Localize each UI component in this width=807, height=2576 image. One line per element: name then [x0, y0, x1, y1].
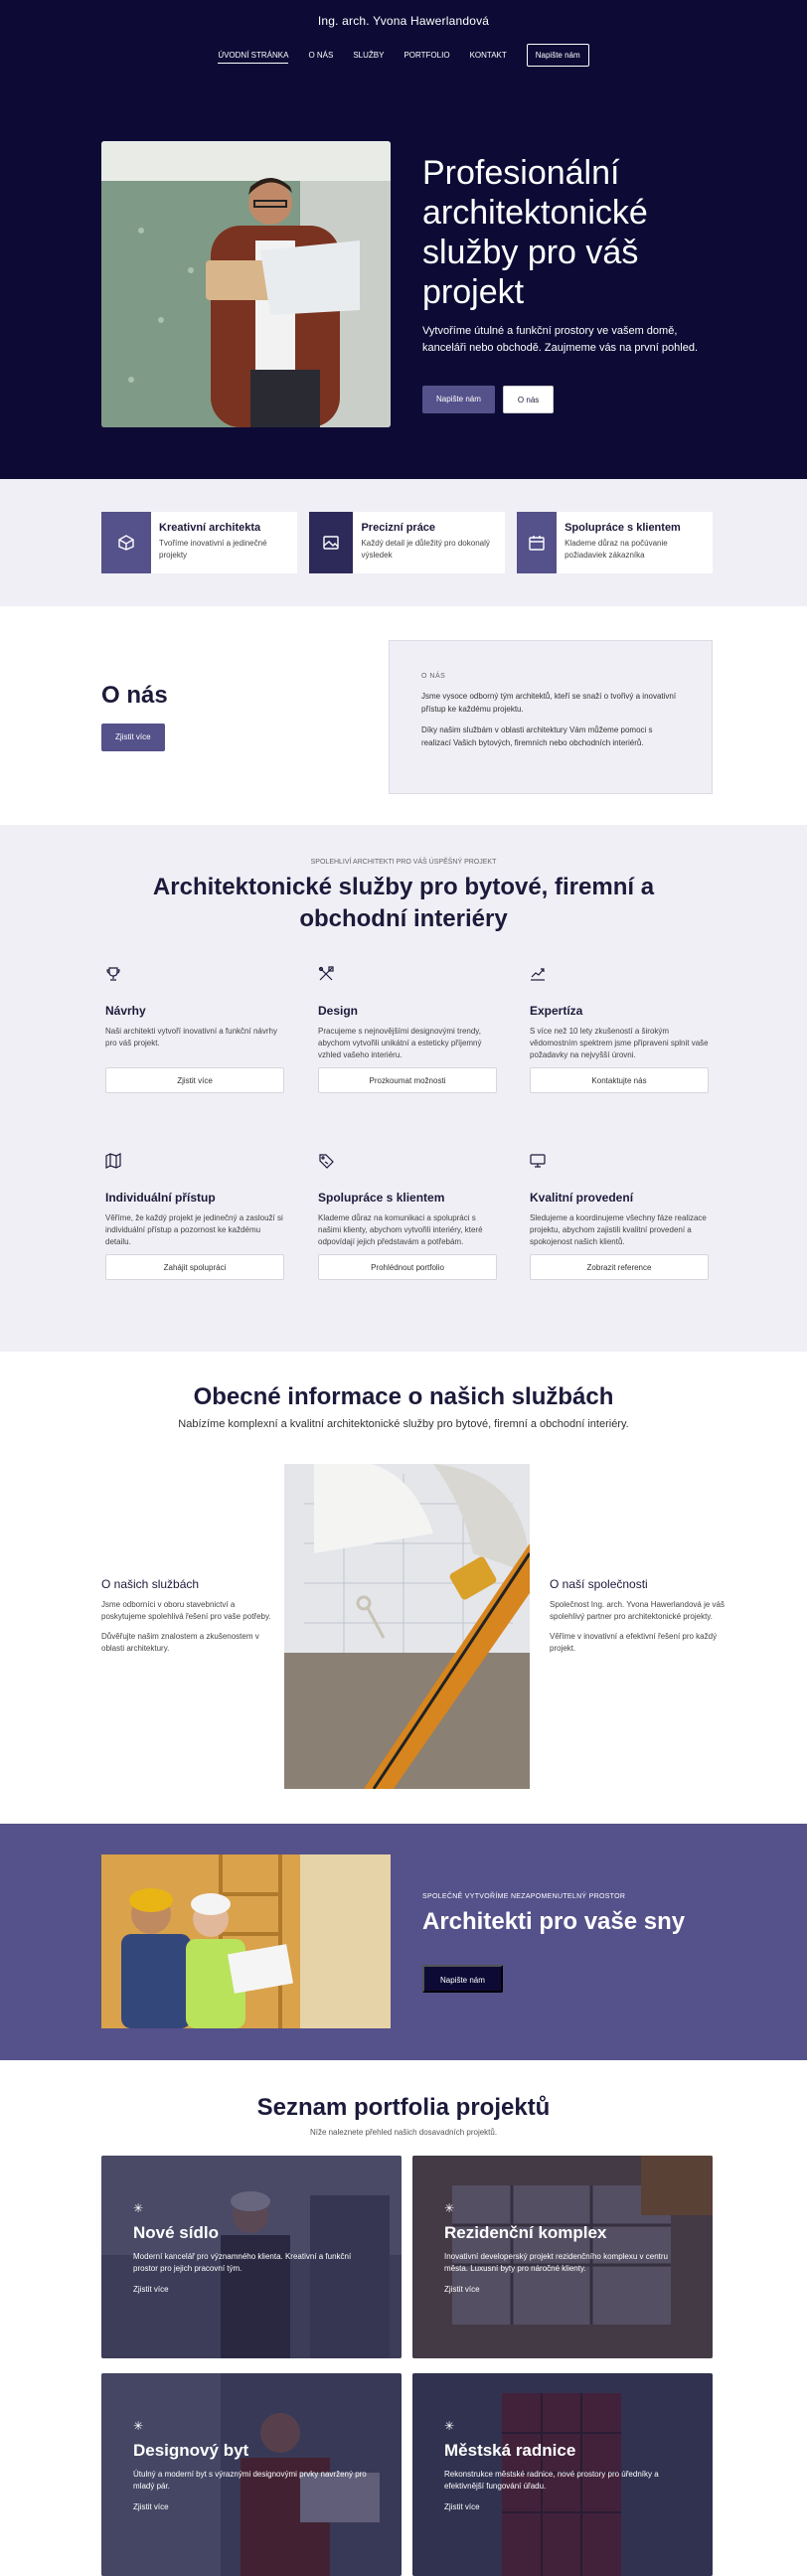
service-title: Návrhy — [105, 1004, 146, 1018]
feature-card — [517, 512, 713, 573]
feature-desc: Každý detail je důležitý pro dokonalý výsledek — [361, 539, 490, 560]
cta-kicker: SPOLEČNĚ VYTVOŘÍME NEZAPOMENUTELNÝ PROSTOR — [422, 1893, 626, 1900]
service-button[interactable]: Prozkoumat možnosti — [318, 1067, 497, 1093]
info-left-column — [101, 1577, 280, 1663]
portfolio-card-link[interactable]: Zjistit více — [133, 2285, 169, 2294]
hero-contact-button[interactable]: Napište nám — [422, 386, 495, 413]
cta-section — [0, 1824, 807, 2060]
portfolio-card-link[interactable]: Zjistit více — [444, 2285, 480, 2294]
portfolio-card-link[interactable]: Zjistit více — [444, 2502, 480, 2511]
nav-home[interactable]: ÚVODNÍ STRÁNKA — [218, 48, 288, 64]
portfolio-title: Seznam portfolia projektů — [256, 2094, 551, 2121]
portfolio-card-title: Městská radnice — [444, 2441, 576, 2460]
features-section — [0, 479, 807, 606]
service-desc: Pracujeme s nejnovějšími designovými trendy, abychom vytvořili unikátní a esteticky příjemný vzhled vašeho interiéru. — [318, 1027, 482, 1059]
about-box — [389, 640, 713, 794]
portfolio-section — [0, 2060, 807, 2544]
feature-card — [309, 512, 505, 573]
service-button[interactable]: Kontaktujte nás — [530, 1067, 709, 1093]
hero-subtitle: Vytvoříme útulné a funkční prostory ve vašem domě, kanceláři nebo obchodě. Zaujmeme vás na první pohled. — [422, 325, 699, 354]
sparkle-icon: ✳ — [444, 2419, 455, 2433]
info-paragraph: Společnost Ing. arch. Yvona Hawerlandová je váš spolehlivý partner pro architektonické projekty. — [550, 1600, 725, 1621]
service-item — [105, 966, 286, 1093]
trophy-icon — [105, 966, 286, 984]
info-subtitle: Nabízíme komplexní a kvalitní architektonické služby pro bytové, firemní a obchodní interiéry. — [178, 1418, 629, 1430]
portfolio-card-desc: Útulný a moderní byt s výraznými designovými prvky navržený pro mladý pár. — [133, 2470, 367, 2491]
info-left-heading: O našich službách — [101, 1577, 200, 1591]
main-nav — [0, 44, 807, 67]
services-kicker: SPOLEHLIVÍ ARCHITEKTI PRO VÁŠ ÚSPĚŠNÝ PROJEKT — [310, 859, 497, 866]
info-paragraph: Věříme v inovativní a efektivní řešení pro každý projekt. — [550, 1632, 718, 1653]
hero-buttons — [422, 386, 554, 413]
header-contact-button[interactable]: Napište nám — [527, 44, 589, 67]
cta-contact-button[interactable]: Napište nám — [422, 1965, 503, 1993]
brand-name[interactable]: Ing. arch. Yvona Hawerlandová — [317, 14, 490, 28]
service-desc: Klademe důraz na komunikaci a spolupráci s našimi klienty, abychom vytvořili interiéry, které odpovídají jejich představám a potřebám. — [318, 1213, 483, 1246]
calendar-icon — [517, 512, 557, 573]
portfolio-card-desc: Rekonstrukce městské radnice, nové prostory pro úředníky a efektivnější fungování úřadu. — [444, 2470, 659, 2491]
service-title: Kvalitní provedení — [530, 1191, 634, 1205]
about-label: O NÁS — [421, 673, 446, 680]
feature-title: Kreativní architekta — [159, 522, 261, 534]
service-title: Spolupráce s klientem — [318, 1191, 445, 1205]
service-desc: S více než 10 lety zkušeností a širokým vědomostním spektrem jsme připraveni splnit vaše požadavky na nejvyšší úrovni. — [530, 1027, 709, 1059]
hero-about-button[interactable]: O nás — [503, 386, 554, 413]
service-title: Expertíza — [530, 1004, 583, 1018]
portfolio-card[interactable] — [412, 2156, 713, 2358]
service-item — [318, 1153, 499, 1280]
service-desc: Sledujeme a koordinujeme všechny fáze realizace projektu, abychom zajistili kvalitní provedení a spokojenost našich klientů. — [530, 1213, 707, 1246]
portfolio-subtitle: Níže naleznete přehled našich dosavadních projektů. — [309, 2128, 498, 2137]
feature-title: Precizní práce — [361, 522, 436, 534]
feature-desc: Tvoříme inovativní a jedinečné projekty — [159, 539, 267, 560]
info-section — [0, 1352, 807, 1824]
info-title: Obecné informace o našich službách — [193, 1383, 614, 1410]
service-button[interactable]: Zobrazit reference — [530, 1254, 709, 1280]
cta-title: Architekti pro vaše sny — [422, 1908, 686, 1935]
sparkle-icon: ✳ — [133, 2419, 144, 2433]
services-title: Architektonické služby pro bytové, firemní a obchodní interiéry — [152, 874, 655, 932]
hero-section — [0, 0, 807, 479]
feature-title: Spolupráce s klientem — [565, 522, 681, 534]
info-right-heading: O naší společnosti — [550, 1577, 648, 1591]
portfolio-card-desc: Inovativní developerský projekt rezidenčního komplexu v centru města. Luxusní byty pro náročné klienty. — [444, 2252, 669, 2273]
cta-image — [101, 1854, 391, 2028]
service-item — [530, 966, 711, 1093]
portfolio-card-title: Rezidenční komplex — [444, 2223, 607, 2242]
service-button[interactable]: Prohlédnout portfolio — [318, 1254, 497, 1280]
about-section — [0, 606, 807, 825]
portfolio-card-title: Nové sídlo — [133, 2223, 219, 2242]
service-title: Design — [318, 1004, 359, 1018]
services-section — [0, 825, 807, 1352]
info-paragraph: Jsme odborníci v oboru stavebnictví a poskytujeme spolehlivá řešení pro vaše potřeby. — [101, 1600, 271, 1621]
nav-portfolio[interactable]: PORTFOLIO — [404, 51, 450, 60]
about-paragraph: Díky našim službám v oblasti architektury Vám můžeme pomoci s realizací Vašich bytových, firemních nebo obchodních interiérů. — [421, 725, 653, 747]
about-more-button[interactable]: Zjistit více — [101, 724, 165, 751]
service-item — [530, 1153, 711, 1280]
about-paragraph: Jsme vysoce odborný tým architektů, kteří se snaží o tvořivý a inovativní přístup ke každému projektu. — [421, 692, 677, 714]
nav-services[interactable]: SLUŽBY — [353, 51, 385, 60]
image-icon — [309, 512, 353, 573]
about-heading: O nás — [101, 682, 168, 709]
chart-icon — [530, 966, 711, 984]
info-right-column — [550, 1577, 728, 1663]
service-button[interactable]: Zjistit více — [105, 1067, 284, 1093]
sparkle-icon: ✳ — [444, 2201, 455, 2215]
portfolio-card-link[interactable]: Zjistit více — [133, 2502, 169, 2511]
map-icon — [105, 1153, 286, 1171]
monitor-icon — [530, 1153, 711, 1171]
portfolio-card[interactable] — [101, 2156, 402, 2358]
box-icon — [101, 512, 151, 573]
tools-icon — [318, 966, 499, 984]
sparkle-icon: ✳ — [133, 2201, 144, 2215]
portfolio-card[interactable] — [412, 2373, 713, 2576]
portfolio-card[interactable] — [101, 2373, 402, 2576]
service-desc: Věříme, že každý projekt je jedinečný a zaslouží si individuální přístup a pozornost ke každému detailu. — [105, 1213, 283, 1246]
nav-about[interactable]: O NÁS — [308, 51, 334, 60]
hero-image — [101, 141, 391, 427]
info-paragraph: Důvěřujte našim znalostem a zkušenostem v oblasti architektury. — [101, 1632, 259, 1653]
hero-title: Profesionální architektonické služby pro váš projekt — [422, 154, 648, 311]
service-title: Individuální přístup — [105, 1191, 216, 1205]
service-item — [318, 966, 499, 1093]
portfolio-card-desc: Moderní kancelář pro významného klienta. Kreativní a funkční prostor pro jejich pracovní tým. — [133, 2252, 352, 2273]
portfolio-card-title: Designový byt — [133, 2441, 249, 2460]
service-button[interactable]: Zahájit spolupráci — [105, 1254, 284, 1280]
service-desc: Naši architekti vytvoří inovativní a funkční návrhy pro váš projekt. — [105, 1027, 277, 1047]
feature-desc: Klademe důraz na počúvanie požiadaviek zákazníka — [565, 539, 668, 560]
feature-card — [101, 512, 297, 573]
service-item — [105, 1153, 286, 1280]
tag-icon — [318, 1153, 499, 1171]
nav-contact[interactable]: KONTAKT — [469, 51, 507, 60]
info-image — [284, 1464, 530, 1789]
